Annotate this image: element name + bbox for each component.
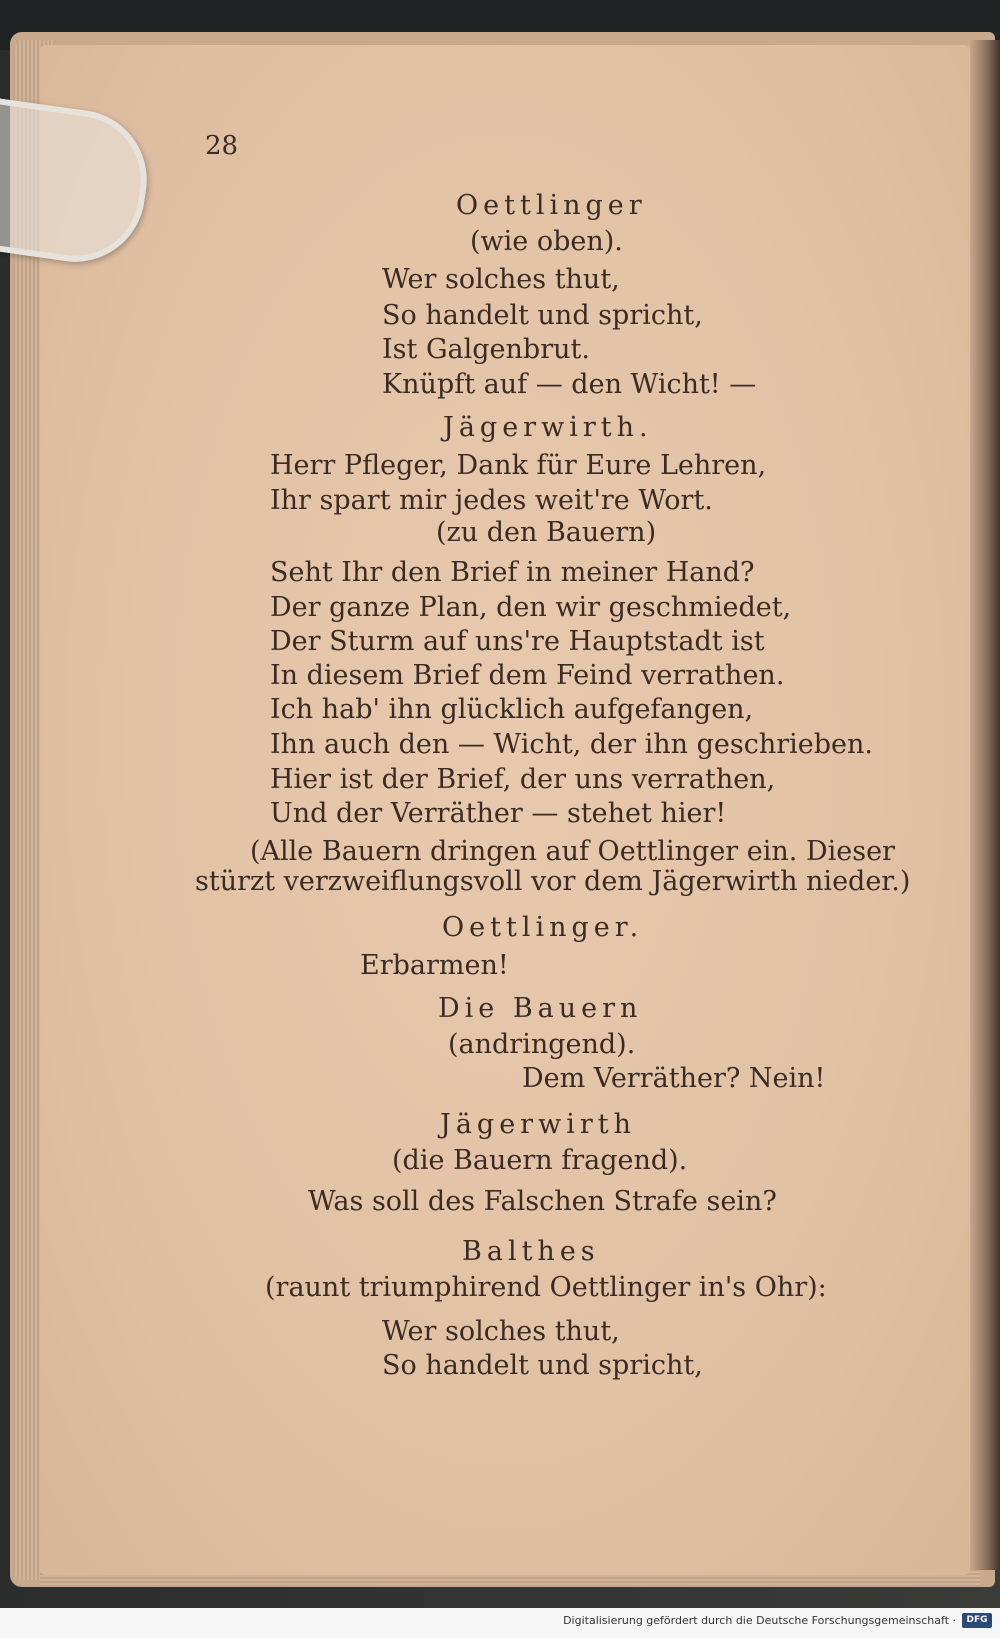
stage-direction: (die Bauern fragend). [392,1145,688,1176]
verse-line: Was soll des Falschen Strafe sein? [308,1186,777,1217]
stage-direction: (Alle Bauern dringen auf Oettlinger ein. Dieser [250,836,895,867]
verse-line: Hier ist der Brief, der uns verrathen, [270,764,776,795]
stage-direction: (raunt triumphirend Oettlinger in's Ohr): [265,1272,827,1303]
verse-line: Der Sturm auf uns're Hauptstadt ist [270,626,765,657]
verse-line: Ihn auch den — Wicht, der ihn geschrieben. [270,729,873,760]
page-number: 28 [205,131,239,161]
dfg-logo: DFG [962,1613,992,1628]
speaker-jaegerwirth: Jägerwirth [440,1109,636,1140]
verse-line: Knüpft auf — den Wicht! — [382,369,757,400]
verse-line: Der ganze Plan, den wir geschmiedet, [270,592,792,623]
funding-note: Digitalisierung gefördert durch die Deutsche Forschungsgemeinschaft · [563,1614,956,1627]
verse-line: Erbarmen! [360,950,509,981]
speaker-die-bauern: Die Bauern [438,993,643,1024]
verse-line: Seht Ihr den Brief in meiner Hand? [270,557,755,588]
verse-line: Wer solches thut, [382,264,620,295]
speaker-jaegerwirth: Jägerwirth. [443,412,653,443]
stage-direction: (andringend). [448,1029,636,1060]
verse-line: Ist Galgenbrut. [382,334,590,365]
verse-line: Und der Verräther — stehet hier! [270,798,727,829]
verse-line: Herr Pfleger, Dank für Eure Lehren, [270,450,767,481]
verse-line: In diesem Brief dem Feind verrathen. [270,660,785,691]
verse-line: Dem Verräther? Nein! [522,1063,826,1094]
speaker-oettlinger: Oettlinger [456,190,647,221]
speaker-balthes: Balthes [462,1236,600,1267]
stage-direction: stürzt verzweiflungsvoll vor dem Jägerwirth nieder.) [195,866,911,897]
verse-line: Wer solches thut, [382,1316,620,1347]
verse-line: So handelt und spricht, [382,300,703,331]
verse-line: Ihr spart mir jedes weit're Wort. [270,485,713,516]
right-spine [968,40,1000,1570]
stage-direction: (wie oben). [470,226,623,257]
verse-line: So handelt und spricht, [382,1350,703,1381]
stage-direction: (zu den Bauern) [436,517,657,548]
speaker-oettlinger: Oettlinger. [442,912,644,943]
verse-line: Ich hab' ihn glücklich aufgefangen, [270,694,754,725]
